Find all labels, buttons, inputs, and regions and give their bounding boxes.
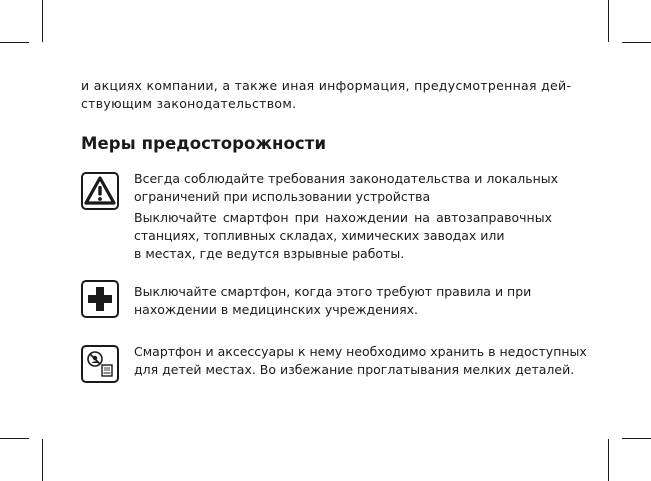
medical-cross-glyph	[83, 282, 117, 316]
keep-away-from-children-glyph	[83, 347, 117, 381]
note-children-line-1: Смартфон и аксессуары к нему необходимо хранить в недоступных	[134, 344, 587, 359]
crop-mark-bottom-left-vertical	[42, 439, 43, 481]
intro-line-2: ствующим законодательством.	[81, 96, 297, 111]
crop-mark-top-left-vertical	[42, 0, 43, 42]
note-warning-p1-line-1: Всегда соблюдайте требования законодательства и локальных	[134, 171, 559, 186]
note-medical-paragraph	[134, 283, 552, 319]
note-warning-p2-line-3: в местах, где ведутся взрывные работы.	[134, 246, 405, 261]
medical-cross-icon	[81, 280, 119, 318]
intro-line-1: и акциях компании, а также иная информация, предусмотренная дей-	[81, 78, 572, 93]
crop-mark-bottom-right-horizontal	[622, 438, 651, 439]
crop-mark-bottom-right-vertical	[608, 439, 609, 481]
note-medical-line-2: нахождении в медицинских учреждениях.	[134, 302, 419, 317]
note-warning-paragraph-1	[134, 170, 559, 206]
warning-triangle-glyph	[83, 174, 117, 208]
crop-mark-top-right-vertical	[608, 0, 609, 42]
note-warning-paragraph-2	[134, 209, 552, 263]
warning-triangle-icon	[81, 172, 119, 210]
note-children-line-2: для детей местах. Во избежание проглатывания мелких деталей.	[134, 362, 575, 377]
note-warning-p2-line-1: Выключайте смартфон при нахождении на автозаправочных	[134, 210, 552, 225]
section-title: Меры предосторожности	[81, 134, 327, 153]
crop-mark-top-right-horizontal	[622, 42, 651, 43]
note-medical-line-1: Выключайте смартфон, когда этого требуют правила и при	[134, 284, 532, 299]
crop-mark-top-left-horizontal	[0, 42, 29, 43]
crop-mark-bottom-left-horizontal	[0, 438, 29, 439]
note-warning-p1-line-2: ограничений при использовании устройства	[134, 189, 431, 204]
note-children-paragraph	[134, 343, 587, 379]
note-warning-p2-line-2: станциях, топливных складах, химических заводах или	[134, 228, 505, 243]
keep-away-from-children-icon	[81, 345, 119, 383]
